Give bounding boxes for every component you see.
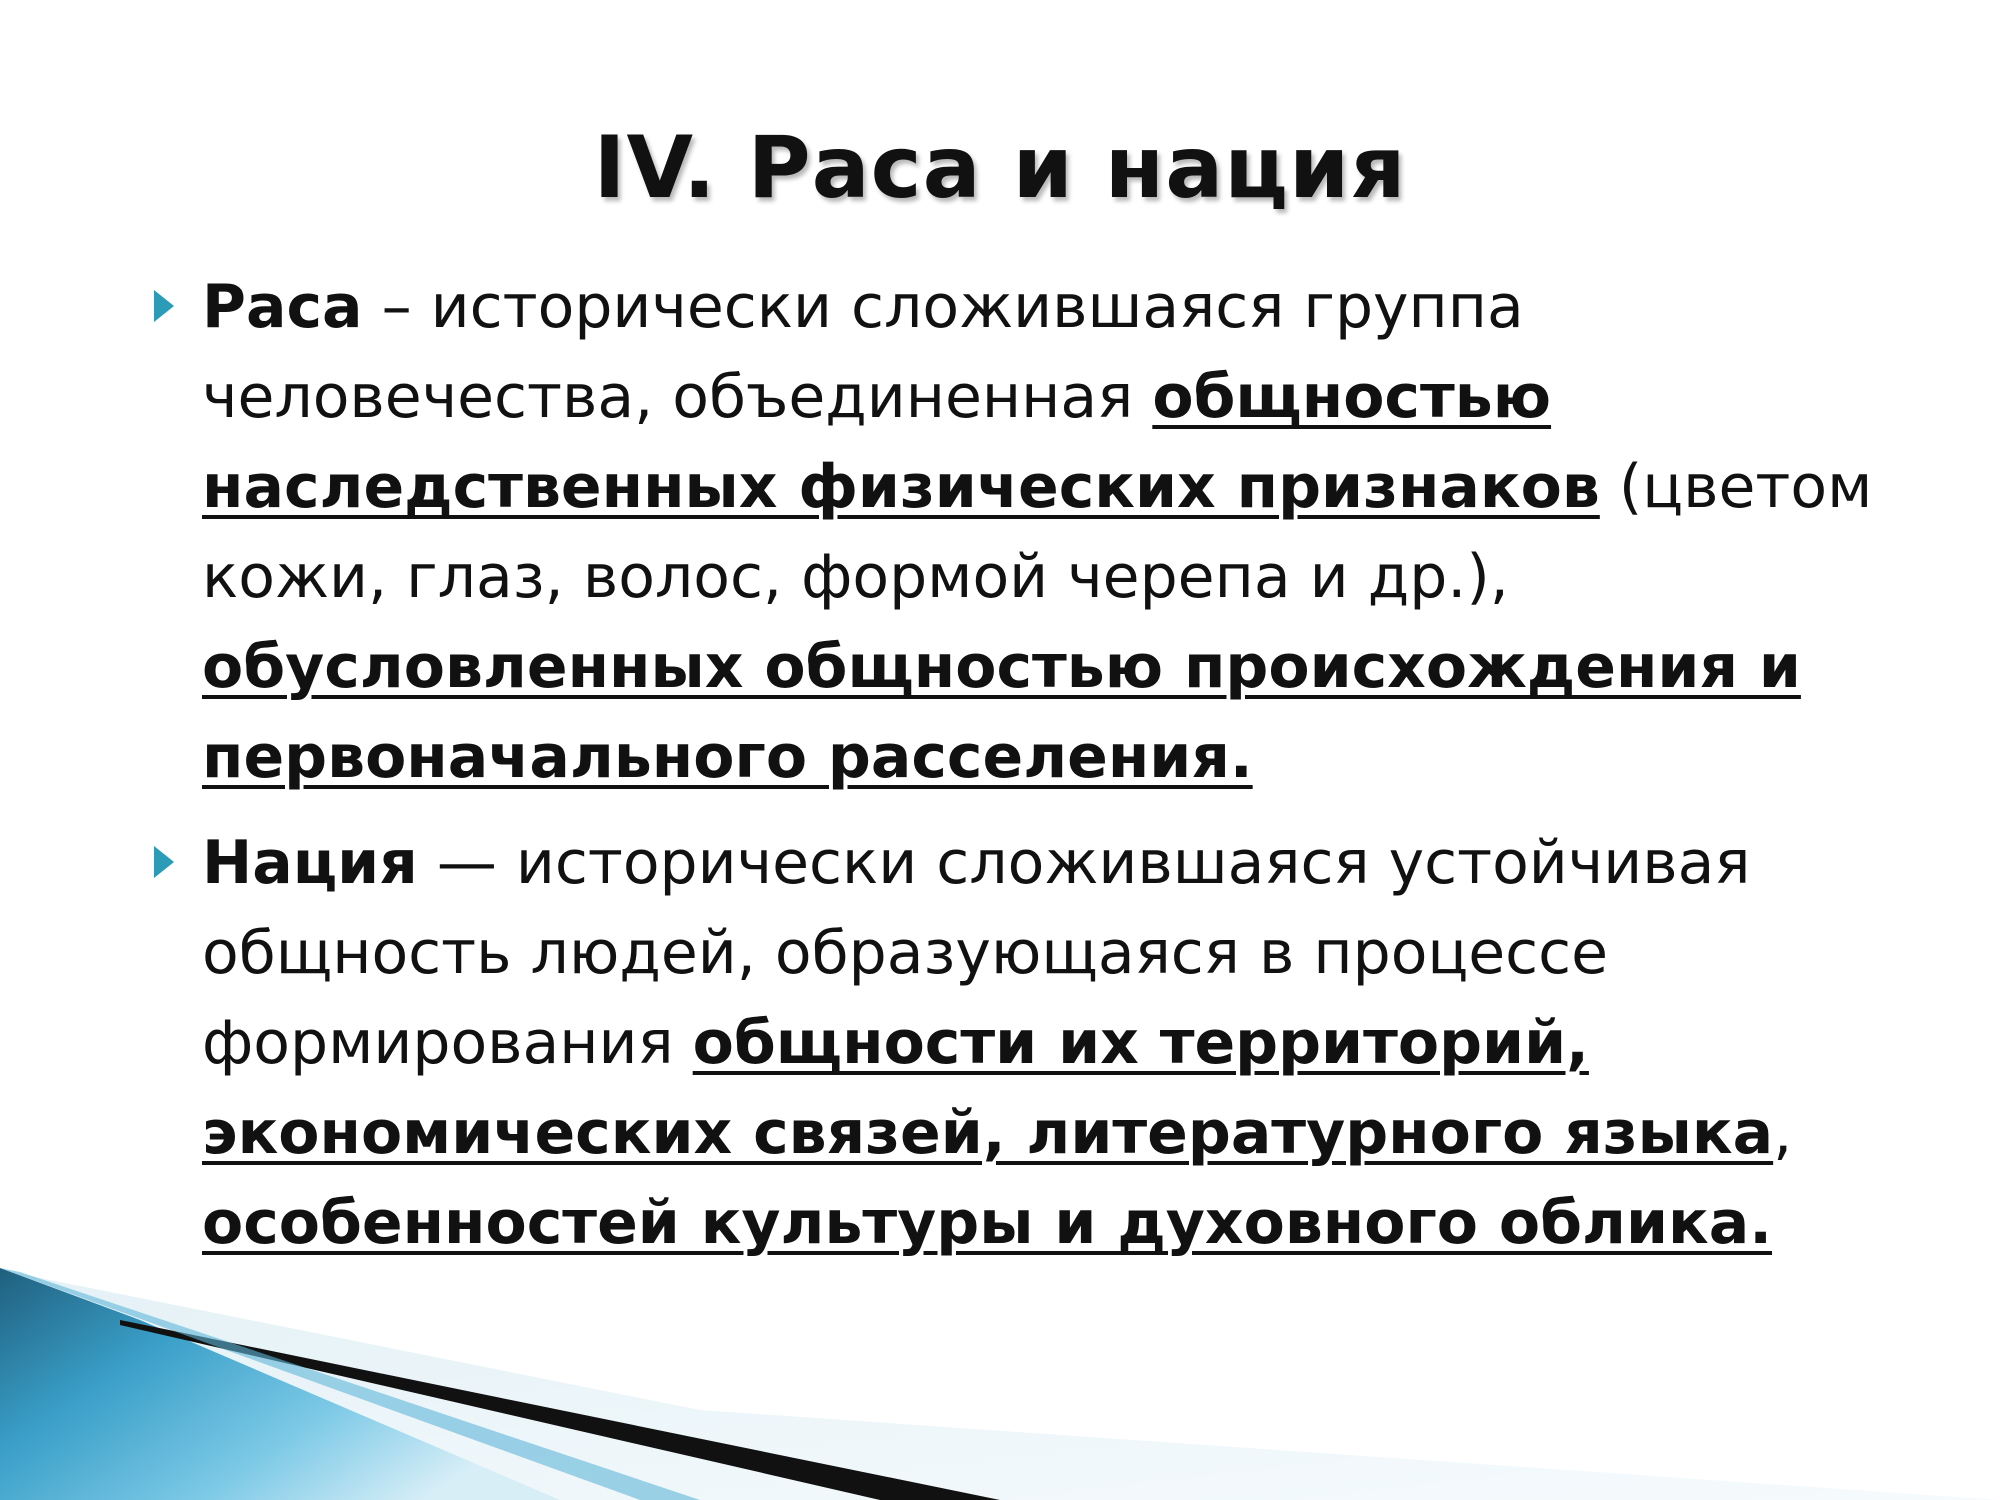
term-race: Раса (202, 272, 363, 342)
term-nation: Нация (202, 828, 418, 898)
emphasized-text: особенностей культуры и духовного облика. (202, 1188, 1773, 1258)
emphasized-text: общности их территорий, экономических связей, литературного языка (202, 1008, 1774, 1168)
bullet-item-race (148, 262, 1888, 802)
emphasized-text: общностью наследственных физических признаков (202, 362, 1600, 522)
slide-title: IV. Раса и нация (593, 118, 1407, 218)
bullet-item-nation (148, 818, 1888, 1268)
definition-text: – исторически сложившаяся группа человечества, объединенная (202, 272, 1524, 432)
triangle-bullet-icon (154, 846, 174, 878)
definition-text: (цветом кожи, глаз, волос, формой черепа и др.), (202, 452, 1873, 612)
bullet-list (148, 262, 1888, 1284)
definition-text: — исторически сложившаяся устойчивая общность людей, образующаяся в процессе формирования (202, 828, 1751, 1078)
triangle-bullet-icon (154, 290, 174, 322)
definition-text: , (1773, 1098, 1793, 1168)
emphasized-text: обусловленных общностью происхождения и первоначального расселения. (202, 632, 1801, 792)
